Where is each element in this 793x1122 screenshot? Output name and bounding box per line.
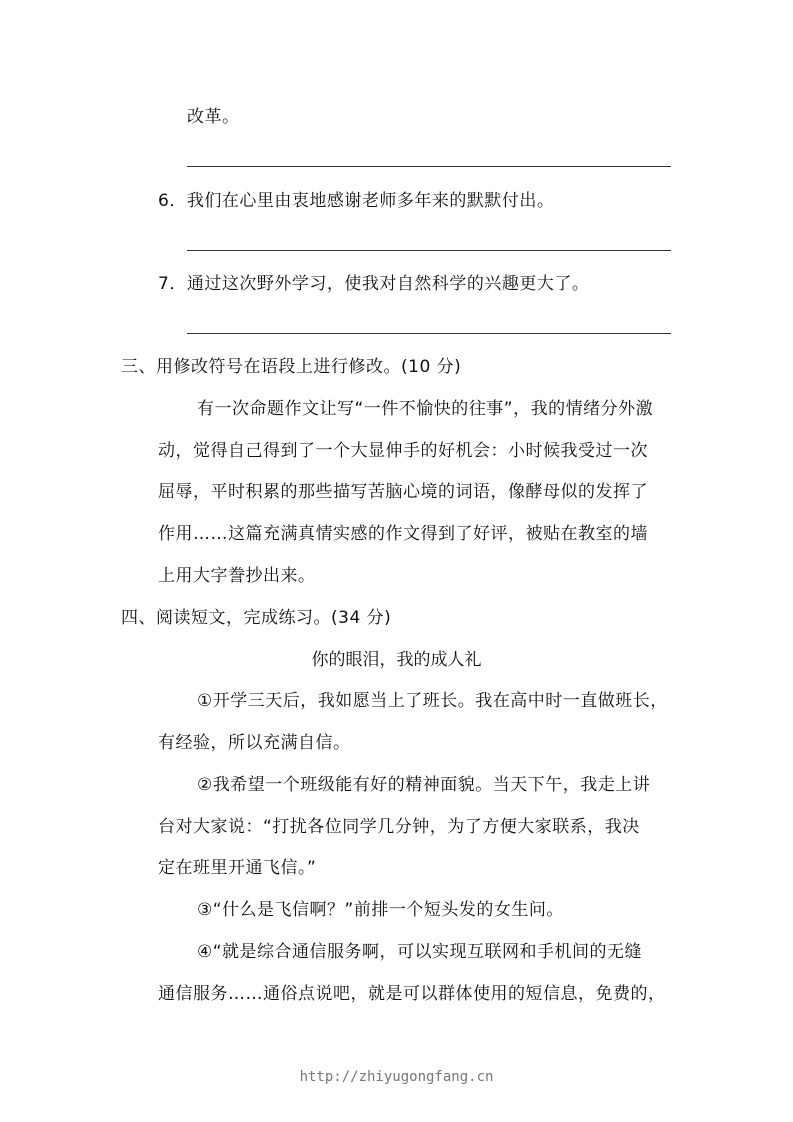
article-title: 你的眼泪，我的成人礼 xyxy=(311,650,482,670)
question-7: 7．通过这次野外学习，使我对自然科学的兴趣更大了。 xyxy=(158,274,590,294)
answer-line xyxy=(187,166,671,167)
paragraph-line: 有一次命题作文让写“一件不愉快的往事”，我的情绪分外激 xyxy=(197,399,654,419)
paragraph-line: 台对大家说：“打扰各位同学几分钟，为了方便大家联系，我决 xyxy=(158,817,640,837)
paragraph-line: ④“就是综合通信服务啊，可以实现互联网和手机间的无缝 xyxy=(197,942,643,962)
section-4-heading: 四、阅读短文，完成练习。(34 分) xyxy=(121,608,392,628)
paragraph-line: 作用……这篇充满真情实感的作文得到了好评，被贴在教室的墙 xyxy=(158,524,648,544)
text-line: 改革。 xyxy=(187,107,240,127)
paragraph-line: 上用大字誊抄出来。 xyxy=(158,566,316,586)
answer-line xyxy=(187,333,671,334)
answer-line xyxy=(187,250,671,251)
paragraph-line: ②我希望一个班级能有好的精神面貌。当天下午，我走上讲 xyxy=(197,775,651,795)
paragraph-line: ①开学三天后，我如愿当上了班长。我在高中时一直做班长， xyxy=(197,691,668,711)
section-3-heading: 三、用修改符号在语段上进行修改。(10 分) xyxy=(121,357,462,377)
paragraph-line: 定在班里开通飞信。” xyxy=(158,858,317,878)
paragraph-line: 屈辱，平时积累的那些描写苦脑心境的词语，像酵母似的发挥了 xyxy=(158,482,648,502)
footer-url: http://zhiyugongfang.cn xyxy=(299,1069,494,1085)
question-6: 6．我们在心里由衷地感谢老师多年来的默默付出。 xyxy=(158,191,555,211)
paragraph-line: ③“什么是飞信啊？”前排一个短头发的女生问。 xyxy=(197,900,564,920)
paragraph-line: 通信服务……通俗点说吧，就是可以群体使用的短信息，免费的， xyxy=(158,984,666,1004)
paragraph-line: 动，觉得自己得到了一个大显伸手的好机会：小时候我受过一次 xyxy=(158,441,648,461)
paragraph-line: 有经验，所以充满自信。 xyxy=(158,733,351,753)
